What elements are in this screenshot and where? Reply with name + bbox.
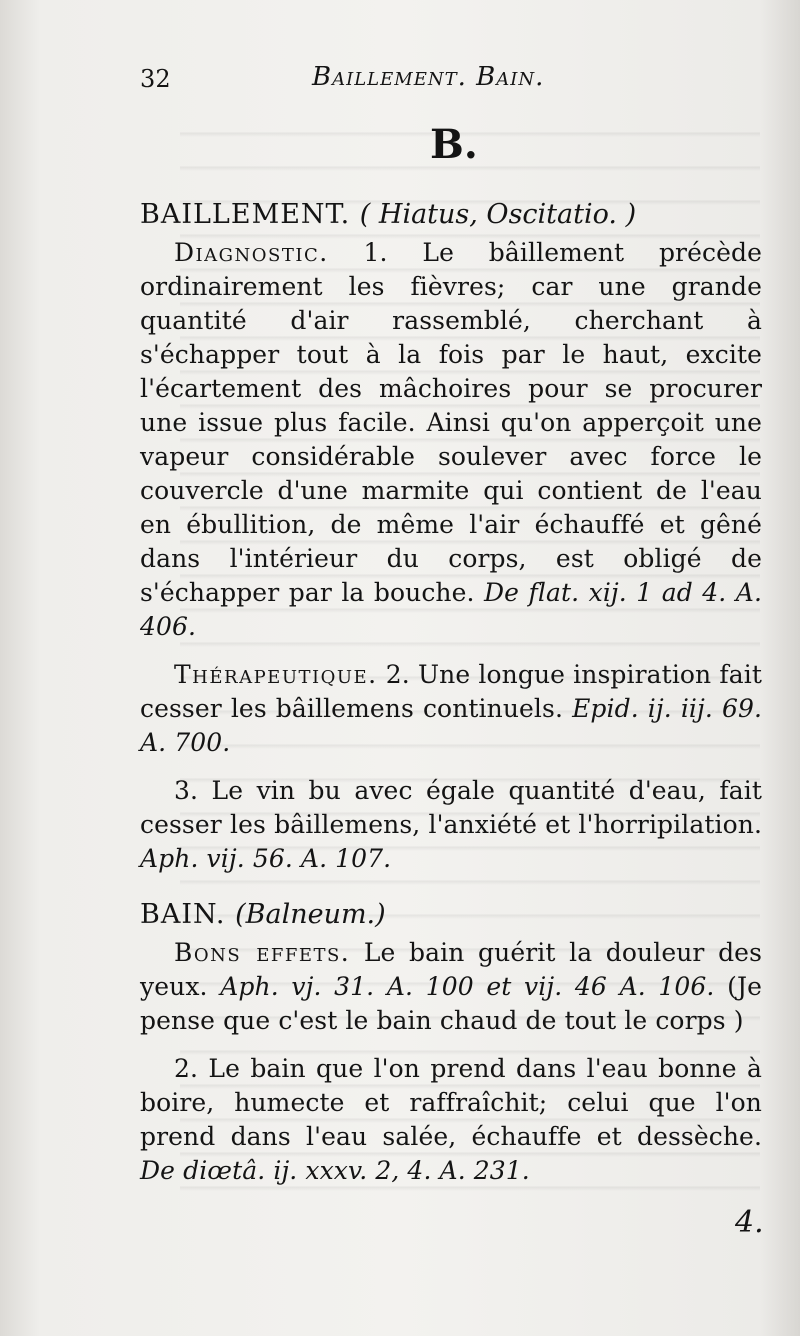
running-title: Baillement. Bain. <box>312 62 545 92</box>
letter-heading: B. <box>430 121 478 168</box>
paragraph-3 <box>140 774 762 876</box>
headword: BAIN. <box>140 899 226 930</box>
section-label: Thérapeutique. <box>174 660 378 689</box>
latin-term: ( Hiatus, Oscitatio. ) <box>359 199 637 230</box>
latin-term: (Balneum.) <box>235 899 386 930</box>
page-number: 32 <box>140 65 171 93</box>
paragraph-text: 2. Une longue inspiration fait cesser les bâillemens continuels. <box>140 660 763 723</box>
reference: Aph. vj. 31. A. 100 et vij. 46 A. 106. <box>220 972 715 1001</box>
reference: De flat. xij. 1 ad 4. A. 406. <box>140 578 762 641</box>
running-head <box>140 62 762 96</box>
section-label: Diagnostic. <box>174 238 329 267</box>
reference: Aph. vij. 56. A. 107. <box>140 844 392 873</box>
paragraph-2 <box>140 1052 762 1188</box>
paragraph-bons-effets <box>140 936 762 1038</box>
paragraph-text: Le bain guérit la douleur des yeux. <box>140 938 762 1001</box>
paragraph-text: 3. Le vin bu avec égale quantité d'eau, fait cesser les bâillemens, l'anxiété et l'horripilation. <box>140 776 762 839</box>
paragraph-diagnostic <box>140 236 762 644</box>
entries-body <box>140 198 762 1188</box>
headword: BAILLEMENT. <box>140 199 351 230</box>
note: (Je pense que c'est le bain chaud de tout le corps ) <box>140 972 763 1035</box>
signature-mark: 4. <box>735 1205 764 1240</box>
reference: Epid. ij. iij. 69. A. 700. <box>140 694 763 757</box>
paragraph-text: 2. Le bain que l'on prend dans l'eau bonne à boire, humecte et raffraîchit; celui que l'on prend dans l'eau salée, échauffe et dessèche. <box>140 1054 762 1151</box>
paragraph-therapeutique <box>140 658 762 760</box>
paragraph-text: 1. Le bâillement précède ordinairement les fièvres; car une grande quantité d'air rassemblé, cherchant à s'échapper tout à la fois par le haut, excite l'écartement des mâchoires pour se procurer une issue plus facile. Ainsi qu'on apperçoit une vapeur considérable soulever avec force le couvercle d'une marmite qui contient de l'eau en ébullition, de même l'air échauffé et gêné dans l'intérieur du corps, est obligé de s'échapper par la bouche. <box>140 238 762 607</box>
entry-heading-bain <box>140 898 762 932</box>
entry-heading-baillement <box>140 198 762 232</box>
reference: De diœtâ. ij. xxxv. 2, 4. A. 231. <box>140 1156 530 1185</box>
section-label: Bons effets. <box>174 938 351 967</box>
